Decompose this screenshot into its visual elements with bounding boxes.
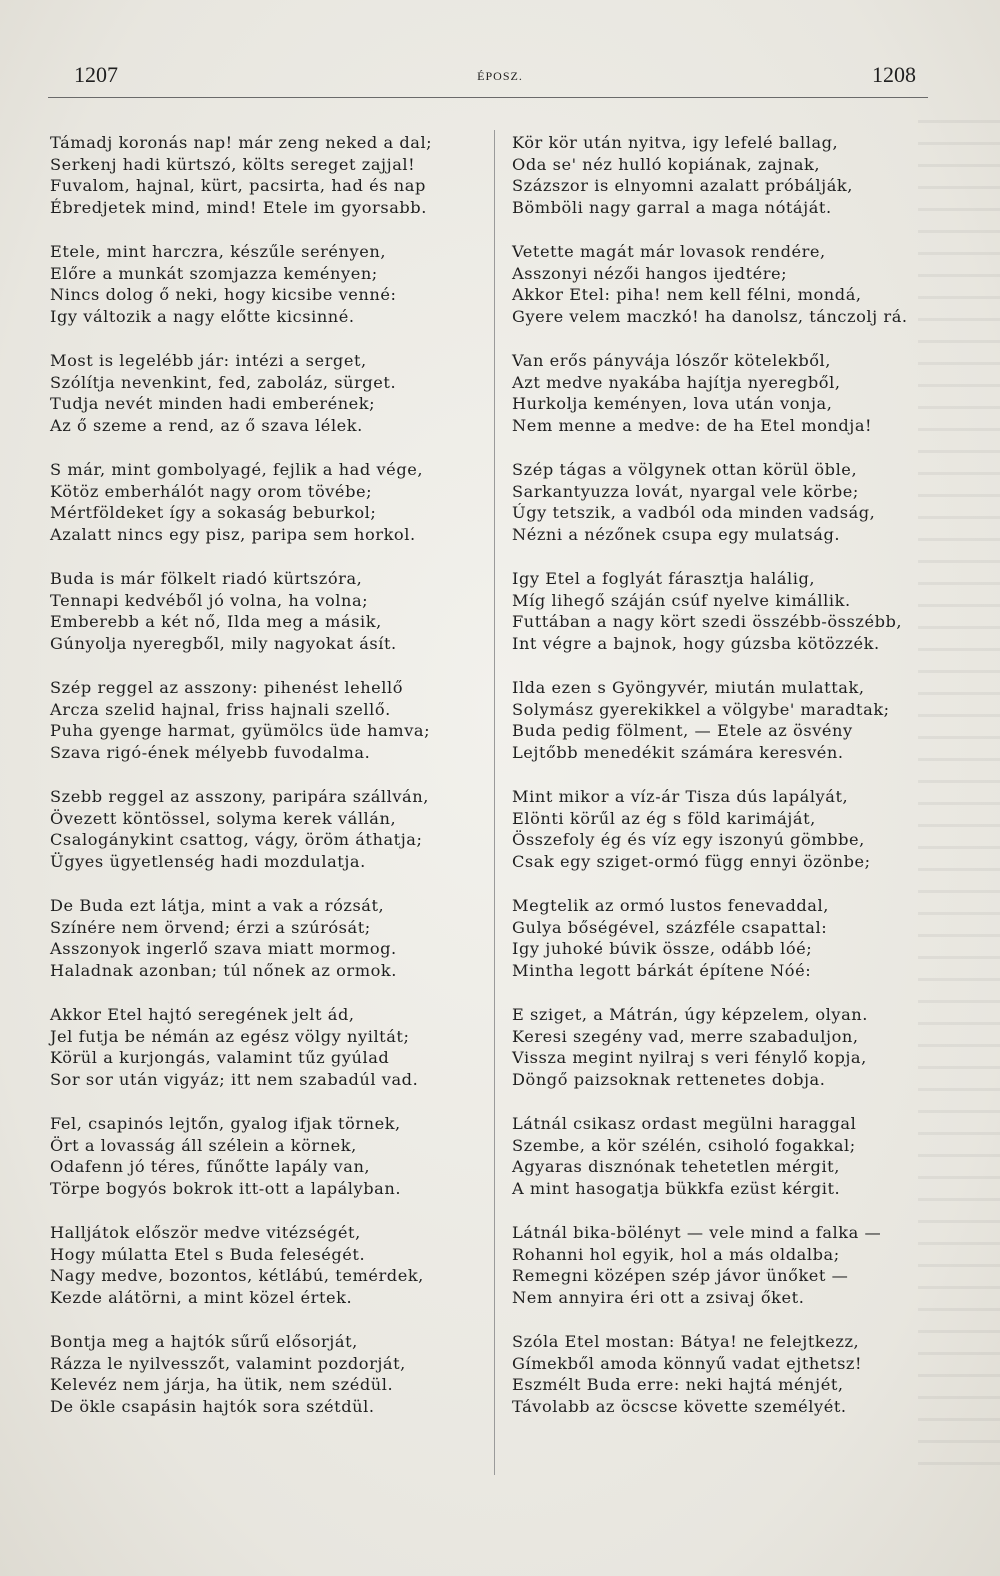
verse-line: Szóla Etel mostan: Bátya! ne felejtkezz, xyxy=(512,1332,860,1351)
stanza xyxy=(50,132,490,218)
verse-line: Szép tágas a völgynek ottan körül öble, xyxy=(512,460,858,479)
verse-line: Látnál csikasz ordast megülni haraggal xyxy=(512,1114,857,1133)
verse-line: Százszor is elnyomni azalatt próbálják, xyxy=(512,176,853,195)
verse-line: Ébredjetek mind, mind! Etele im gyorsabb. xyxy=(50,197,427,217)
stanza xyxy=(512,568,922,654)
header-rule xyxy=(48,97,928,98)
verse-line: Övezett köntössel, solyma kerek vállán, xyxy=(50,808,397,828)
verse-line: Hogy múlatta Etel s Buda feleségét. xyxy=(50,1244,366,1264)
verse-line: Nem annyira éri ott a zsivaj őket. xyxy=(512,1287,805,1307)
running-title: ÉPOSZ. xyxy=(477,69,523,83)
verse-line: Agyaras disznónak tehetetlen mérgit, xyxy=(512,1157,840,1176)
stanza xyxy=(512,1113,922,1199)
stanza xyxy=(50,1113,490,1199)
verse-line: Keresi szegény vad, merre szabaduljon, xyxy=(512,1026,859,1046)
verse-line: Vissza megint nyilraj s veri fénylő kopja, xyxy=(512,1048,867,1067)
verse-line: Az ő szeme a rend, az ő szava lélek. xyxy=(50,415,363,435)
verse-line: Hurkolja keményen, lova után vonja, xyxy=(512,394,833,413)
stanza xyxy=(512,459,922,545)
verse-line: Nézni a nézőnek csupa egy mulatság. xyxy=(512,524,841,544)
verse-line: Kör kör után nyitva, igy lefelé ballag, xyxy=(512,133,839,152)
verse-line: Van erős pányvája lószőr kötelekből, xyxy=(512,351,831,370)
verse-line: Jel futja be némán az egész völgy nyiltát; xyxy=(50,1026,410,1046)
verse-line: Kelevéz nem járja, ha ütik, nem szédül. xyxy=(50,1375,394,1394)
verse-line: Előre a munkát szomjazza keményen; xyxy=(50,263,378,283)
verse-line: Gulya bőségével, százféle csapattal: xyxy=(512,917,828,937)
stanza xyxy=(512,350,922,436)
verse-line: Emberebb a két nő, Ilda meg a másik, xyxy=(50,612,382,631)
verse-line: Halljátok először medve vitézségét, xyxy=(50,1223,361,1242)
verse-line: De Buda ezt látja, mint a vak a rózsát, xyxy=(50,896,385,915)
stanza xyxy=(512,1222,922,1308)
verse-line: Fuvalom, hajnal, kürt, pacsirta, had és nap xyxy=(50,176,426,195)
verse-line: Eszmélt Buda erre: neki hajtá ménjét, xyxy=(512,1375,844,1394)
verse-line: Úgy tetszik, a vadból oda minden vadság, xyxy=(512,503,876,522)
verse-line: Ilda ezen s Gyöngyvér, miután mulattak, xyxy=(512,678,865,697)
verse-line: Nincs dolog ő neki, hogy kicsibe venné: xyxy=(50,285,397,304)
verse-line: Ört a lovasság áll szélein a körnek, xyxy=(50,1135,357,1155)
verse-line: Kötöz emberhálót nagy orom tövébe; xyxy=(50,481,373,501)
verse-line: Szólítja nevenkint, fed, zaboláz, sürget. xyxy=(50,372,397,392)
verse-line: Körül a kurjongás, valamint tűz gyúlad xyxy=(50,1048,390,1067)
verse-line: Odafenn jó téres, fűnőtte lapály van, xyxy=(50,1157,371,1176)
verse-line: Buda is már fölkelt riadó kürtszóra, xyxy=(50,569,363,588)
verse-line: Bömböli nagy garral a maga nótáját. xyxy=(512,197,832,217)
verse-line: Solymász gyerekikkel a völgybe' maradtak; xyxy=(512,699,890,719)
verse-line: Akkor Etel: piha! nem kell félni, mondá, xyxy=(512,285,862,304)
verse-line: Asszonyok ingerlő szava miatt mormog. xyxy=(50,939,397,958)
verse-line: Csalogánykint csattog, vágy, öröm áthatja; xyxy=(50,830,423,849)
verse-line: S már, mint gombolyagé, fejlik a had vége, xyxy=(50,460,424,479)
page-number-right: 1208 xyxy=(872,62,916,87)
verse-line: Szebb reggel az asszony, paripára szállván, xyxy=(50,787,429,806)
stanza xyxy=(512,241,922,327)
verse-line: Most is legelébb jár: intézi a serget, xyxy=(50,351,367,370)
verse-line: Gímekből amoda könnyű vadat ejthetsz! xyxy=(512,1353,863,1373)
verse-line: Döngő paizsoknak rettenetes dobja. xyxy=(512,1069,826,1089)
verse-line: Lejtőbb menedékit számára keresvén. xyxy=(512,742,844,762)
verse-line: Mértföldeket így a sokaság beburkol; xyxy=(50,503,377,522)
verse-line: Futtában a nagy kört szedi összébb-összébb, xyxy=(512,612,903,631)
verse-line: Remegni középen szép jávor ünőket — xyxy=(512,1266,849,1285)
verse-line: Szava rigó-ének mélyebb fuvodalma. xyxy=(50,742,371,762)
verse-line: Támadj koronás nap! már zeng neked a dal; xyxy=(50,133,433,152)
stanza xyxy=(512,677,922,763)
show-through-text xyxy=(918,120,1000,1480)
verse-line: Asszonyi nézői hangos ijedtére; xyxy=(512,263,788,283)
verse-line: Etele, mint harczra, készűle serényen, xyxy=(50,242,387,261)
verse-line: Int végre a bajnok, hogy gúzsba kötözzék. xyxy=(512,633,880,653)
stanza xyxy=(50,568,490,654)
verse-line: Bontja meg a hajtók sűrű elősorját, xyxy=(50,1332,358,1351)
verse-line: Azt medve nyakába hajítja nyeregből, xyxy=(512,372,841,392)
verse-line: Buda pedig fölment, — Etele az ösvény xyxy=(512,721,853,740)
verse-line: Sor sor után vigyáz; itt nem szabadúl vad. xyxy=(50,1069,419,1089)
verse-line: Oda se' néz hulló kopiának, zajnak, xyxy=(512,154,821,174)
verse-line: Szembe, a kör szélén, csiholó fogakkal; xyxy=(512,1135,856,1155)
verse-line: Nem menne a medve: de ha Etel mondja! xyxy=(512,415,873,435)
verse-line: Csak egy sziget-ormó függ ennyi özönbe; xyxy=(512,851,871,871)
verse-line: Gyere velem maczkó! ha danolsz, tánczolj rá. xyxy=(512,306,908,326)
stanza xyxy=(50,459,490,545)
verse-line: Távolabb az öcscse követte személyét. xyxy=(512,1396,847,1416)
verse-line: Igy juhoké búvik össze, odább lóé; xyxy=(512,939,813,958)
stanza xyxy=(50,895,490,981)
verse-line: Elönti körűl az ég s föld karimáját, xyxy=(512,808,816,828)
verse-line: Kezde alátörni, a mint közel értek. xyxy=(50,1287,353,1307)
verse-line: Nagy medve, bozontos, kétlábú, temérdek, xyxy=(50,1266,424,1285)
verse-line: Igy Etel a foglyát fárasztja halálig, xyxy=(512,569,816,588)
verse-line: Igy változik a nagy előtte kicsinné. xyxy=(50,306,355,326)
page-header xyxy=(0,62,1000,92)
verse-line: Összefoly ég és víz egy iszonyú gömbbe, xyxy=(512,830,865,849)
verse-line: Mintha legott bárkát építene Nóé: xyxy=(512,960,812,980)
stanza xyxy=(512,895,922,981)
verse-line: Gúnyolja nyeregből, mily nagyokat ásít. xyxy=(50,633,397,653)
verse-line: Vetette magát már lovasok rendére, xyxy=(512,242,826,261)
stanza xyxy=(50,241,490,327)
stanza xyxy=(50,786,490,872)
verse-line: Rohanni hol egyik, hol a más oldalba; xyxy=(512,1244,840,1264)
verse-line: Sarkantyuzza lovát, nyargal vele körbe; xyxy=(512,481,859,501)
verse-line: Haladnak azonban; túl nőnek az ormok. xyxy=(50,960,397,980)
stanza xyxy=(50,1222,490,1308)
stanza xyxy=(50,677,490,763)
verse-line: Látnál bika-bölényt — vele mind a falka — xyxy=(512,1223,882,1242)
verse-line: A mint hasogatja bükkfa ezüst kérgit. xyxy=(512,1178,841,1198)
verse-line: Ügyes ügyetlenség hadi mozdulatja. xyxy=(50,851,366,871)
verse-line: Serkenj hadi kürtszó, költs sereget zajjal! xyxy=(50,154,416,174)
verse-line: Törpe bogyós bokrok itt-ott a lapályban. xyxy=(50,1178,402,1198)
stanza xyxy=(512,1331,922,1417)
verse-line: Mint mikor a víz-ár Tisza dús lapályát, xyxy=(512,787,849,806)
verse-line: Tennapi kedvéből jó volna, ha volna; xyxy=(50,590,369,610)
verse-line: Puha gyenge harmat, gyümölcs üde hamva; xyxy=(50,721,431,740)
verse-line: Fel, csapinós lejtőn, gyalog ifjak törnek, xyxy=(50,1114,401,1133)
verse-line: Arcza szelid hajnal, friss hajnali szellő. xyxy=(50,699,391,719)
stanza xyxy=(50,350,490,436)
verse-line: Színére nem örvend; érzi a szúrósát; xyxy=(50,917,371,937)
page-number-left: 1207 xyxy=(74,62,118,87)
verse-line: E sziget, a Mátrán, úgy képzelem, olyan. xyxy=(512,1005,868,1024)
verse-line: Szép reggel az asszony: pihenést lehellő xyxy=(50,678,404,697)
verse-line: Megtelik az ormó lustos fenevaddal, xyxy=(512,896,829,915)
stanza xyxy=(512,786,922,872)
stanza xyxy=(512,1004,922,1090)
left-column xyxy=(50,132,490,1440)
verse-line: De ökle csapásin hajtók sora szétdül. xyxy=(50,1396,375,1416)
stanza xyxy=(512,132,922,218)
verse-line: Míg lihegő száján csúf nyelve kimállik. xyxy=(512,590,851,610)
stanza xyxy=(50,1004,490,1090)
right-column xyxy=(512,132,922,1440)
verse-line: Tudja nevét minden hadi emberének; xyxy=(50,394,376,413)
column-divider xyxy=(494,130,495,1475)
verse-line: Akkor Etel hajtó seregének jelt ád, xyxy=(50,1005,355,1024)
verse-line: Azalatt nincs egy pisz, paripa sem horkol. xyxy=(50,524,416,544)
stanza xyxy=(50,1331,490,1417)
verse-line: Rázza le nyilvesszőt, valamint pozdorját, xyxy=(50,1353,406,1373)
